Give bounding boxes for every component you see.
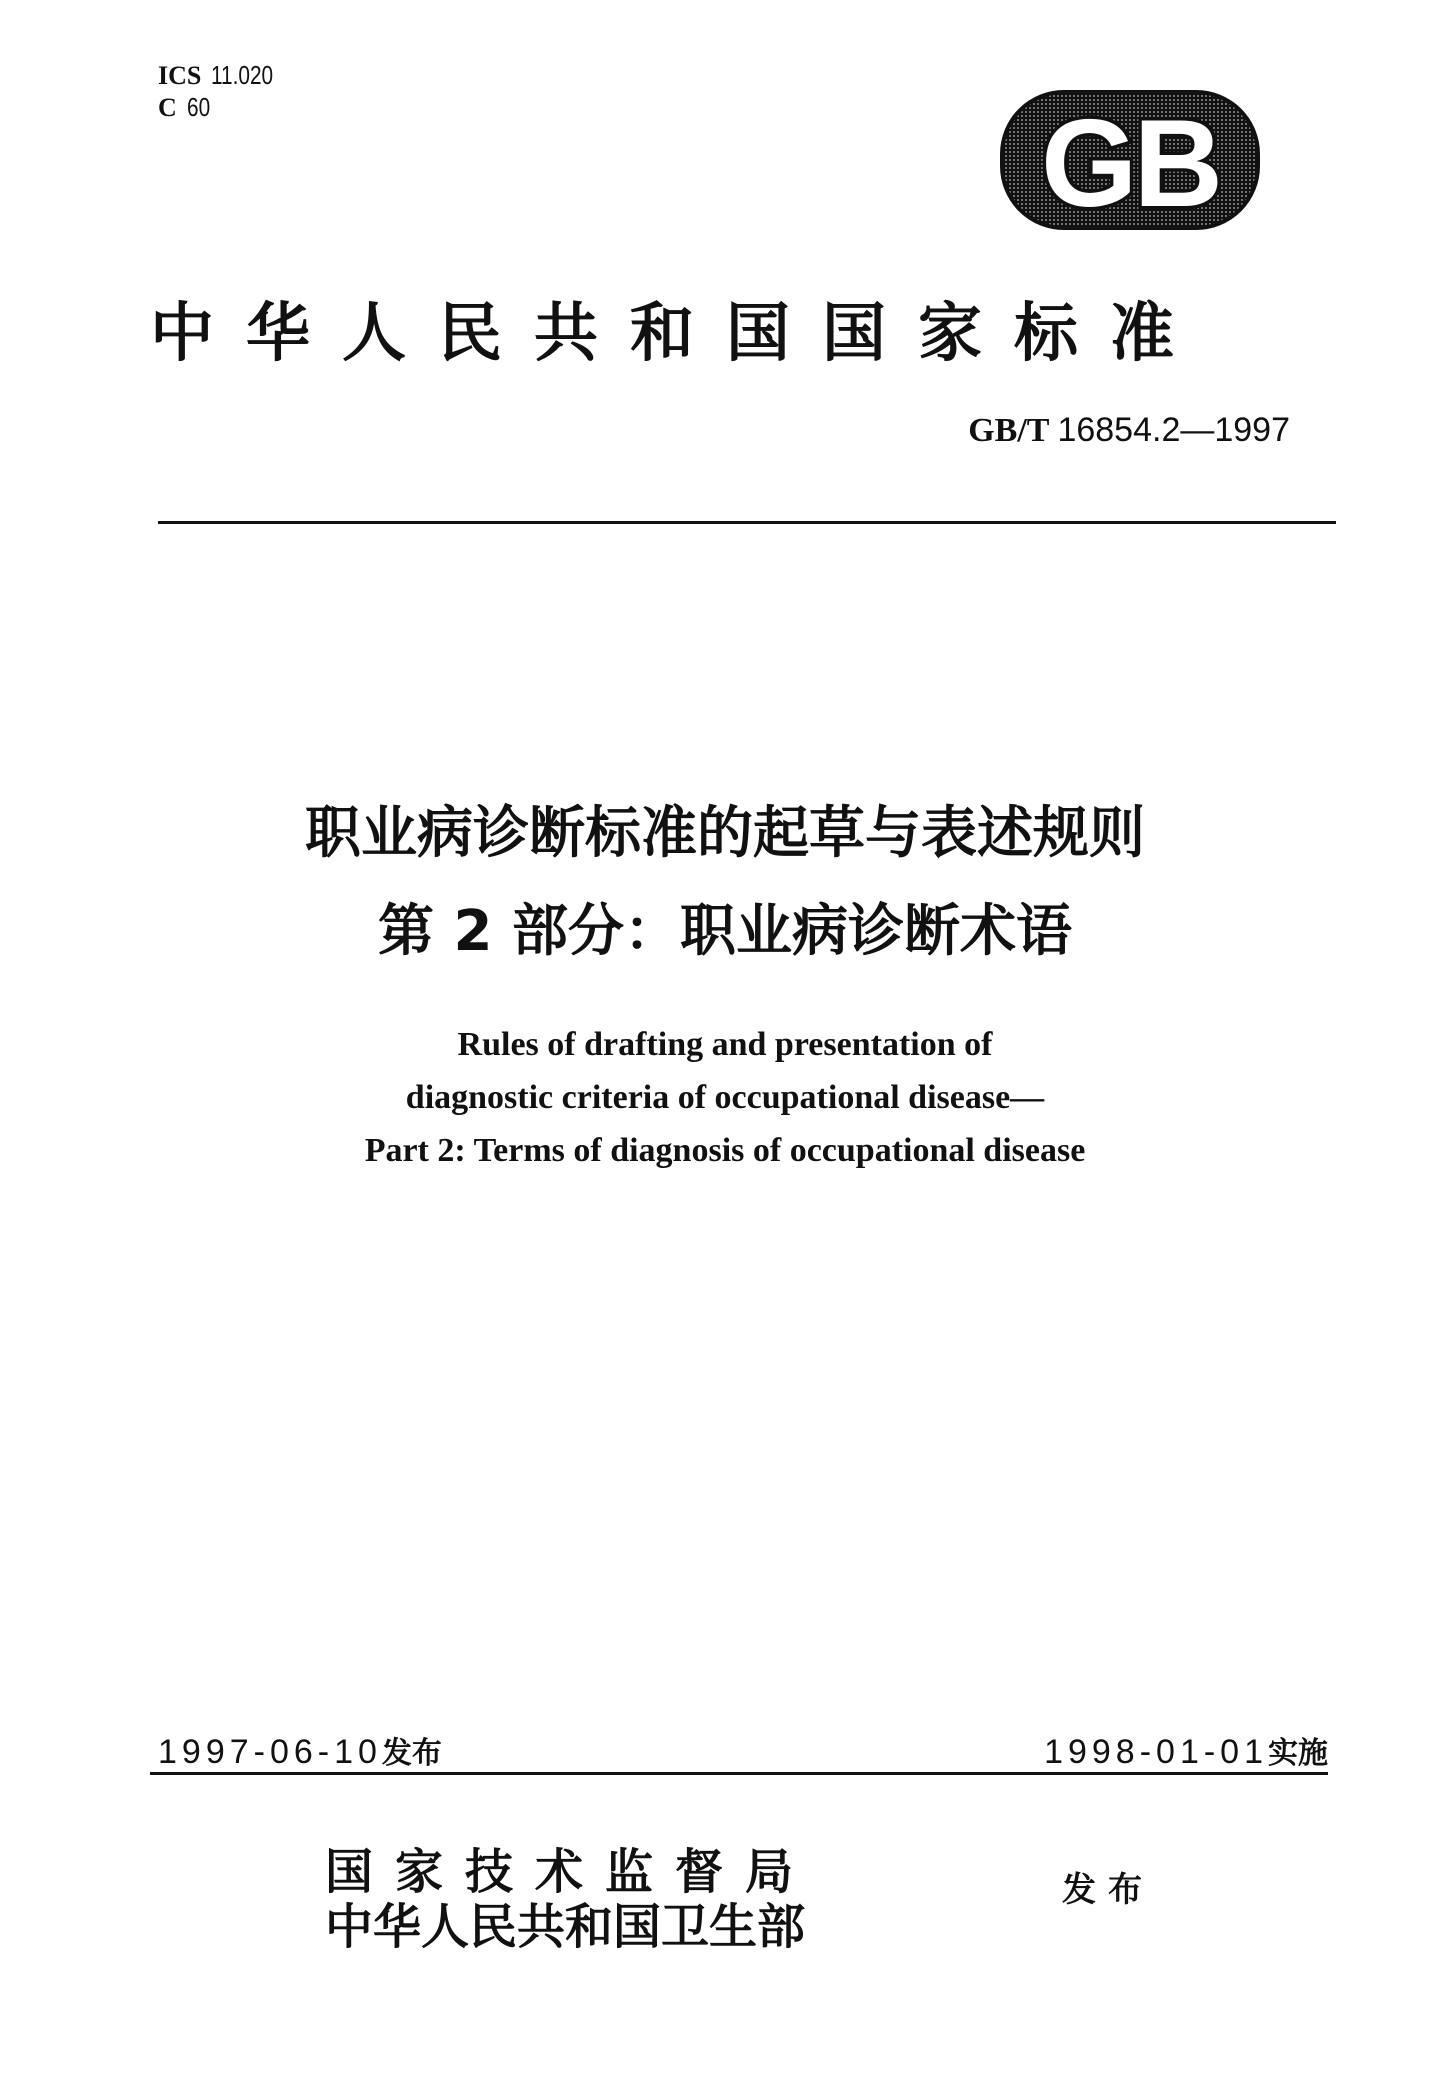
- ics-code: 11.020: [211, 60, 274, 90]
- gb-logo-lettering: GB: [1041, 95, 1219, 230]
- issue-date-value: 1997-06-10: [158, 1733, 382, 1771]
- effective-date: [1020, 1728, 1328, 1772]
- national-standard-title: 中华人民共和国国家标准: [150, 296, 1206, 371]
- issue-date-word: 发布: [381, 1736, 442, 1771]
- chinese-title-line-2: 第 2 部分：职业病诊断术语: [378, 899, 1072, 964]
- chinese-title-line-1: 职业病诊断标准的起草与表述规则: [305, 801, 1145, 866]
- issuer-line-1: 国家技术监督局: [325, 1844, 816, 1900]
- standard-code: 16854.2—1997: [1057, 411, 1290, 449]
- ics-code-row: [158, 60, 289, 92]
- top-divider: [158, 521, 1336, 524]
- ccs-label: C: [158, 93, 177, 122]
- english-title-line-3: Part 2: Terms of diagnosis of occupational disease: [364, 1132, 1086, 1169]
- english-title-line-1: Rules of drafting and presentation of: [457, 1026, 993, 1063]
- issue-date: [158, 1728, 442, 1772]
- standard-prefix: GB/T: [968, 412, 1050, 449]
- gb-logo: [1000, 90, 1260, 230]
- ics-label: ICS: [158, 61, 202, 90]
- bottom-divider: [150, 1772, 1328, 1775]
- publish-label: 发布: [1062, 1870, 1154, 1910]
- effective-date-value: 1998-01-01: [1044, 1733, 1268, 1771]
- english-title-line-2: diagnostic criteria of occupational disease—: [405, 1079, 1045, 1116]
- effective-date-word: 实施: [1268, 1736, 1328, 1771]
- ccs-code: 60: [186, 92, 210, 122]
- issuer-line-2: 中华人民共和国卫生部: [325, 1899, 806, 1955]
- standard-number: [900, 410, 1290, 450]
- ccs-code-row: [158, 92, 289, 124]
- classification-codes: [158, 60, 289, 124]
